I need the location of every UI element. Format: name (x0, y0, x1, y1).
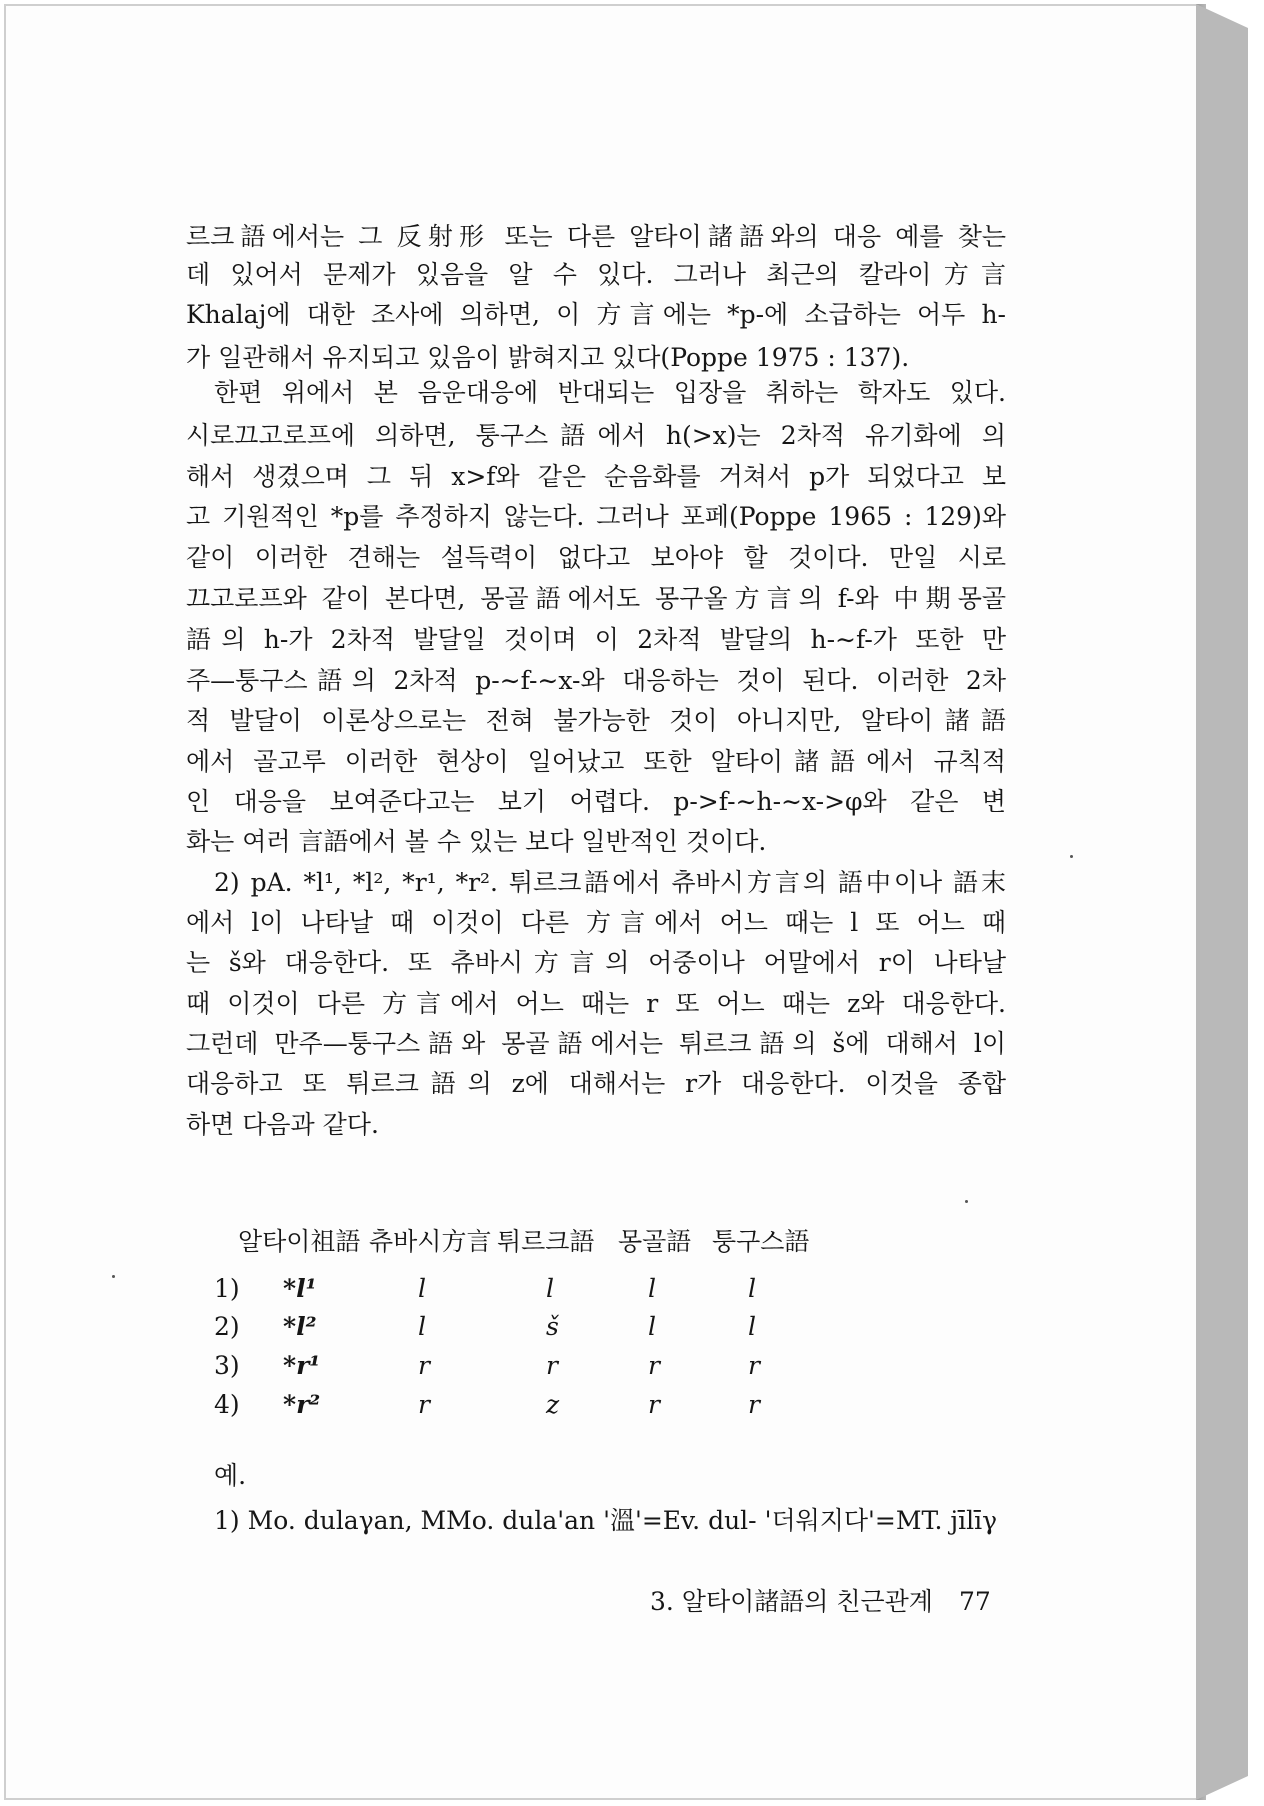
table-cell: r (748, 1390, 760, 1419)
text-line: 대응하고 또 튀르크語의 z에 대해서는 r가 대응한다. 이것을 종합 (186, 1069, 1006, 1098)
table-cell: r (648, 1351, 660, 1380)
speck (112, 1275, 115, 1278)
table-cell: *l² (283, 1312, 317, 1341)
text-line: 는 š와 대응한다. 또 츄바시方言의 어중이나 어말에서 r이 나타날 (186, 948, 1006, 977)
table-cell: l (546, 1274, 554, 1303)
table-cell: l (748, 1274, 756, 1303)
row-number: 1) (214, 1274, 240, 1303)
text-line: 때 이것이 다른 方言에서 어느 때는 r 또 어느 때는 z와 대응한다. (186, 989, 1006, 1018)
table-header: 튀르크語 (497, 1227, 595, 1256)
text-line: 데 있어서 문제가 있음을 알 수 있다. 그러나 최근의 칼라이方言 (186, 260, 1006, 289)
table-cell: *l¹ (283, 1274, 317, 1303)
text-line: 적 발달이 이론상으로는 전혀 불가능한 것이 아니지만, 알타이諸語 (186, 706, 1006, 735)
text-line: 고 기원적인 *p를 추정하지 않는다. 그러나 포페(Poppe 1965 : 129)와 (186, 502, 1006, 531)
speck (1070, 855, 1073, 858)
text-line: 같이 이러한 견해는 설득력이 없다고 보아야 할 것이다. 만일 시로 (186, 543, 1006, 572)
table-header: 퉁구스語 (712, 1227, 810, 1256)
table-cell: š (546, 1312, 559, 1341)
table-cell: l (648, 1274, 656, 1303)
table-cell: *r² (283, 1390, 321, 1419)
text-line: 하면 다음과 같다. (186, 1110, 379, 1139)
table-cell: r (748, 1351, 760, 1380)
table-cell: l (648, 1312, 656, 1341)
table-cell: *r¹ (283, 1351, 321, 1380)
table-header: 츄바시方言 (369, 1227, 492, 1256)
table-cell: r (418, 1390, 430, 1419)
text-line: 주—퉁구스語의 2차적 p-∼f-∼x-와 대응하는 것이 된다. 이러한 2차 (186, 666, 1006, 695)
footer-chapter: 3. 알타이諸語의 친근관계 (650, 1587, 933, 1616)
table-cell: r (546, 1351, 558, 1380)
page-edge (1196, 4, 1248, 1800)
table-header: 알타이祖語 (238, 1227, 361, 1256)
table-cell: z (546, 1390, 560, 1419)
text-line: 2) pA. *l¹, *l², *r¹, *r². 튀르크語에서 츄바시方言의 語中이나 語末 (214, 868, 1006, 897)
text-line: 해서 생겼으며 그 뒤 x>f와 같은 순음화를 거쳐서 p가 되었다고 보 (186, 462, 1006, 491)
text-line: 화는 여러 言語에서 볼 수 있는 보다 일반적인 것이다. (186, 827, 767, 856)
speck (965, 1200, 968, 1203)
example-label: 예. (214, 1461, 247, 1490)
text-line: 語의 h-가 2차적 발달일 것이며 이 2차적 발달의 h-∼f-가 또한 만 (186, 625, 1006, 654)
table-header: 몽골語 (618, 1227, 692, 1256)
text-line: 에서 골고루 이러한 현상이 일어났고 또한 알타이諸語에서 규칙적 (186, 747, 1006, 776)
text-line: 에서 l이 나타날 때 이것이 다른 方言에서 어느 때는 l 또 어느 때 (186, 908, 1006, 937)
row-number: 3) (214, 1351, 240, 1380)
table-cell: l (748, 1312, 756, 1341)
row-number: 4) (214, 1390, 240, 1419)
table-cell: r (418, 1351, 430, 1380)
text-line: 끄고로프와 같이 본다면, 몽골語에서도 몽구올方言의 f-와 中期몽골 (186, 584, 1006, 613)
example-line: 1) Mo. dulaγan, MMo. dula'an '溫'=Ev. dul- '더워지다'=MT. jīlīγ (214, 1506, 998, 1535)
text-line: Khalaj에 대한 조사에 의하면, 이 方言에는 *p-에 소급하는 어두 h- (186, 300, 1006, 329)
text-line: 가 일관해서 유지되고 있음이 밝혀지고 있다(Poppe 1975 : 137). (186, 343, 910, 372)
text-line: 시로끄고로프에 의하면, 퉁구스語에서 h(>x)는 2차적 유기화에 의 (186, 421, 1006, 450)
text-line: 르크語에서는 그 反射形 또는 다른 알타이諸語와의 대응 예를 찾는 (186, 222, 1006, 251)
table-cell: l (418, 1274, 426, 1303)
text-line: 그런데 만주—퉁구스語와 몽골語에서는 튀르크語의 š에 대해서 l이 (186, 1029, 1006, 1058)
footer-page-number: 77 (959, 1587, 991, 1616)
text-line: 한편 위에서 본 음운대응에 반대되는 입장을 취하는 학자도 있다. (214, 378, 1006, 407)
text-line: 인 대응을 보여준다고는 보기 어렵다. p->f-∼h-∼x->φ와 같은 변 (186, 787, 1006, 816)
row-number: 2) (214, 1312, 240, 1341)
table-cell: l (418, 1312, 426, 1341)
table-cell: r (648, 1390, 660, 1419)
